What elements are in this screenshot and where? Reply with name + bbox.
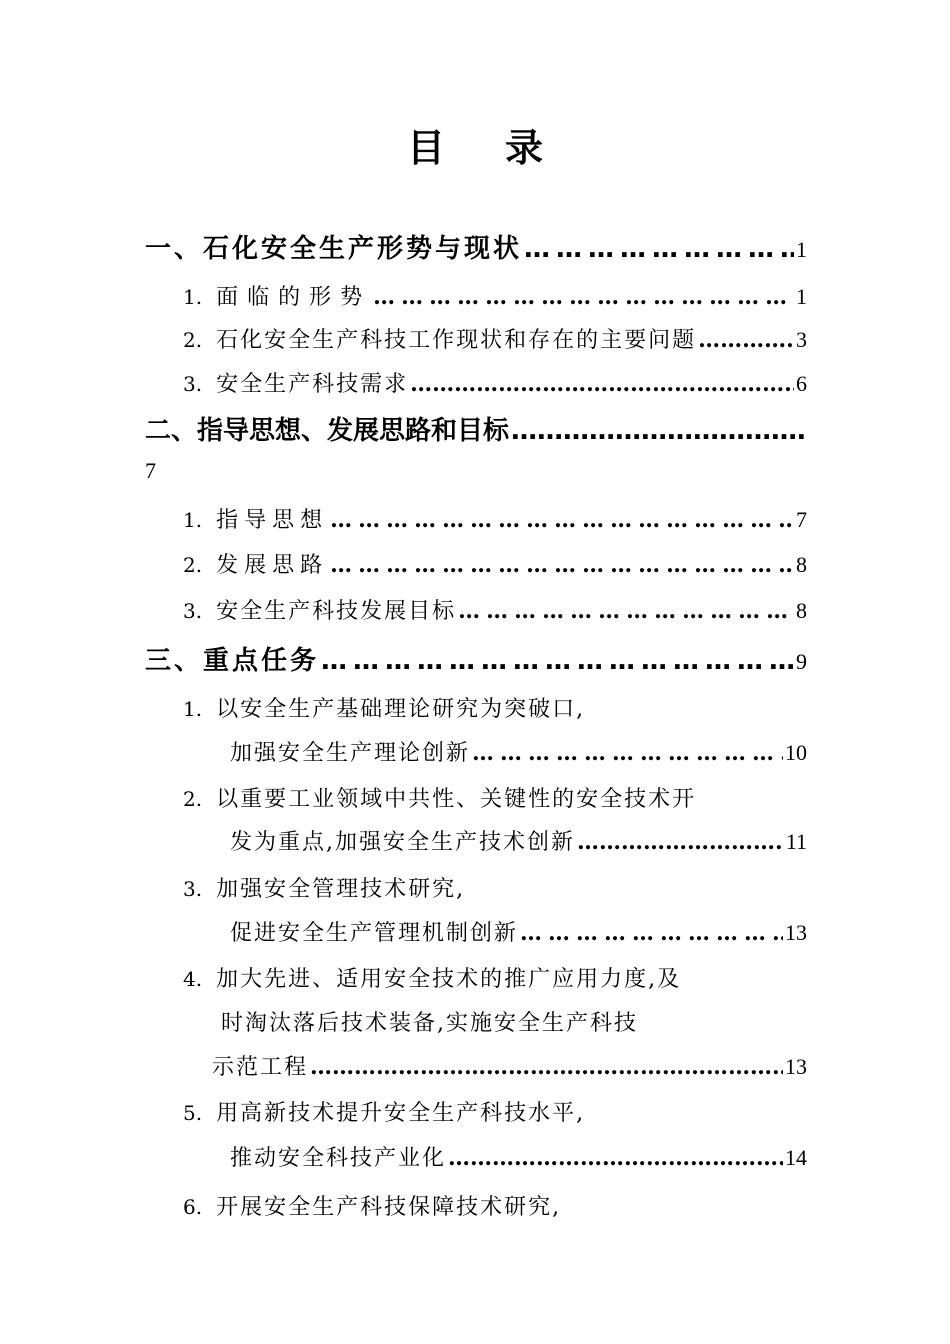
toc-item-1-2[interactable] <box>183 323 807 355</box>
leader-dots <box>448 1145 783 1171</box>
item-number: 3. <box>183 877 203 901</box>
toc-section-2[interactable] <box>145 410 807 450</box>
toc-item-3-4-line1[interactable] <box>183 962 681 993</box>
item-page: 10 <box>785 740 807 765</box>
item-page: 7 <box>796 507 807 532</box>
toc-item-2-3[interactable] <box>183 594 807 626</box>
item-text: 用高新技术提升安全生产科技水平, <box>216 1101 586 1126</box>
item-text: 推动安全科技产业化 <box>230 1146 447 1171</box>
leader-dots <box>511 416 805 446</box>
section-2-page: 7 <box>145 458 156 483</box>
item-text: 石化安全生产科技工作现状和存在的主要问题 <box>216 328 697 353</box>
toc-item-3-5-line1[interactable] <box>183 1096 585 1127</box>
section-1-page: 1 <box>796 237 807 262</box>
leader-dots <box>330 552 794 578</box>
leader-dots <box>698 327 794 353</box>
title-char-1: 目 <box>406 126 445 170</box>
item-text: 促进安全生产管理机制创新 <box>230 921 519 946</box>
toc-item-3-2-line2[interactable] <box>230 825 807 857</box>
item-number: 6. <box>183 1195 203 1219</box>
toc-item-3-2-line1[interactable] <box>183 782 696 813</box>
item-page: 14 <box>785 1145 807 1170</box>
item-text: 以重要工业领域中共性、关键性的安全技术开 <box>216 787 697 812</box>
item-text: 指导思想 <box>216 508 329 533</box>
toc-item-3-1-line1[interactable] <box>183 692 585 723</box>
leader-dots <box>310 1054 783 1080</box>
item-text: 面临的形势 <box>216 285 372 310</box>
title-char-2: 录 <box>505 126 544 170</box>
toc-item-3-5-line2[interactable] <box>230 1141 807 1173</box>
toc-section-1[interactable] <box>145 228 807 268</box>
item-text: 加强安全生产理论创新 <box>230 741 471 766</box>
leader-dots <box>458 598 794 624</box>
toc-item-3-3-line1[interactable] <box>183 872 465 903</box>
section-3-label: 三、重点任务 <box>145 646 320 676</box>
leader-dots <box>472 740 783 766</box>
item-page: 8 <box>796 598 807 623</box>
item-text: 加强安全管理技术研究, <box>216 877 466 902</box>
item-text: 发展思路 <box>216 553 329 578</box>
item-text: 加大先进、适用安全技术的推广应用力度,及 <box>216 967 682 992</box>
toc-item-3-6-line1[interactable] <box>183 1190 561 1221</box>
item-number: 1. <box>183 697 203 721</box>
item-text: 安全生产科技发展目标 <box>216 599 457 624</box>
leader-dots <box>330 507 794 533</box>
toc-section-3[interactable] <box>145 640 807 680</box>
toc-item-2-1[interactable] <box>183 503 807 535</box>
item-page: 13 <box>785 920 807 945</box>
toc-item-1-3[interactable] <box>183 367 807 399</box>
item-text: 以安全生产基础理论研究为突破口, <box>216 697 586 722</box>
item-number: 1. <box>183 285 203 309</box>
item-number: 5. <box>183 1101 203 1125</box>
item-text: 示范工程 <box>212 1055 309 1080</box>
section-1-label: 一、石化安全生产形势与现状 <box>145 234 523 264</box>
item-number: 2. <box>183 328 203 352</box>
item-page: 6 <box>796 371 807 396</box>
toc-item-3-3-line2[interactable] <box>230 916 807 948</box>
item-page: 3 <box>796 327 807 352</box>
toc-item-3-1-line2[interactable] <box>230 736 807 768</box>
leader-dots <box>520 920 783 946</box>
item-page: 1 <box>796 284 807 309</box>
item-number: 1. <box>183 508 203 532</box>
leader-dots <box>410 371 794 397</box>
item-number: 2. <box>183 553 203 577</box>
item-number: 3. <box>183 372 203 396</box>
section-3-page: 9 <box>796 649 807 674</box>
item-page: 11 <box>785 829 807 854</box>
item-number: 4. <box>183 967 203 991</box>
section-2-label: 二、指导思想、发展思路和目标 <box>145 416 510 446</box>
item-number: 3. <box>183 599 203 623</box>
item-page: 13 <box>785 1054 807 1079</box>
page-title <box>0 122 950 174</box>
item-text: 安全生产科技需求 <box>216 372 409 397</box>
item-text: 发为重点,加强安全生产技术创新 <box>230 830 575 855</box>
toc-item-3-4-line3[interactable] <box>212 1050 807 1082</box>
toc-item-1-1[interactable] <box>183 280 807 312</box>
toc-item-3-4-line2[interactable]: 时淘汰落后技术装备,实施安全生产科技 <box>221 1011 638 1036</box>
toc-item-2-2[interactable] <box>183 548 807 580</box>
leader-dots <box>373 284 794 310</box>
item-text: 开展安全生产科技保障技术研究, <box>216 1195 562 1220</box>
leader-dots <box>524 234 794 264</box>
leader-dots <box>577 829 784 855</box>
item-page: 8 <box>796 552 807 577</box>
item-number: 2. <box>183 787 203 811</box>
leader-dots <box>321 646 794 676</box>
